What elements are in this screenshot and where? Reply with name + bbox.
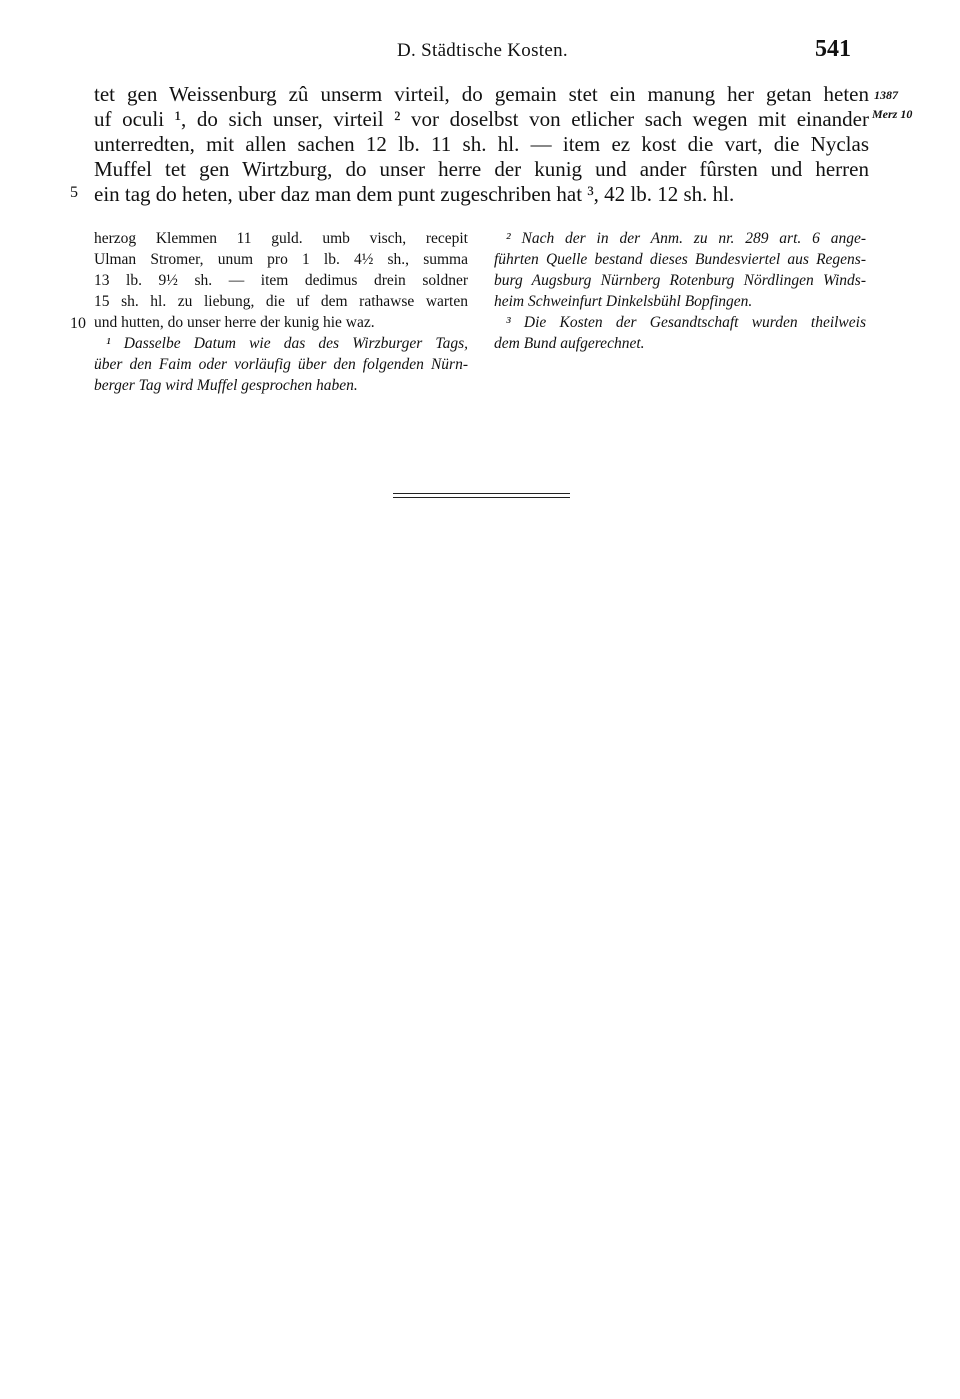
section-divider-rule — [393, 493, 570, 494]
left-column — [94, 228, 468, 396]
left-column-line: Ulman Stromer, unum pro 1 lb. 4½ sh., summa — [94, 251, 468, 268]
line-number-5: 5 — [70, 184, 78, 201]
main-text-line: uf oculi ¹, do sich unser, virteil ² vor doselbst von etlicher sach wegen mit einander — [94, 107, 869, 131]
footnote-3-line: ³ Die Kosten der Gesandtschaft wurden theilweis — [506, 314, 866, 331]
footnote-1-line: ¹ Dasselbe Datum wie das des Wirzburger Tags, — [106, 335, 468, 352]
main-text-line: tet gen Weissenburg zû unserm virteil, do gemain stet ein manung her getan heten — [94, 82, 869, 106]
section-divider-rule — [393, 497, 570, 498]
footnote-2-line: ² Nach der in der Anm. zu nr. 289 art. 6 ange- — [506, 230, 866, 247]
footnote-2-line: heim Schweinfurt Dinkelsbühl Bopfingen. — [494, 293, 753, 310]
left-column-line: und hutten, do unser herre der kunig hie waz. — [94, 314, 375, 331]
footnote-1-line: über den Faim oder vorläufig über den folgenden Nürn- — [94, 356, 468, 373]
right-column-footnotes — [494, 228, 866, 354]
main-text-line: unterredten, mit allen sachen 12 lb. 11 sh. hl. — item ez kost die vart, die Nyclas — [94, 132, 869, 156]
footnote-3-line: dem Bund aufgerechnet. — [494, 335, 645, 352]
left-column-line: 15 sh. hl. zu liebung, die uf dem rathawse warten — [94, 293, 468, 310]
footnote-1-line: berger Tag wird Muffel gesprochen haben. — [94, 377, 358, 394]
margin-note-year: 1387 — [874, 88, 898, 102]
left-column-line: herzog Klemmen 11 guld. umb visch, recepit — [94, 230, 468, 247]
footnote-2-line: burg Augsburg Nürnberg Rotenburg Nördlingen Winds- — [494, 272, 866, 289]
left-column-line: 13 lb. 9½ sh. — item dedimus drein soldner — [94, 272, 468, 289]
main-text-block — [94, 82, 869, 207]
line-number-10: 10 — [70, 315, 86, 332]
margin-note-date: Merz 10 — [872, 107, 913, 121]
page-number: 541 — [815, 36, 851, 62]
footnote-2-line: führten Quelle bestand dieses Bundesviertel aus Regens- — [494, 251, 866, 268]
main-text-line: Muffel tet gen Wirtzburg, do unser herre der kunig und ander fûrsten und herren — [94, 157, 869, 181]
main-text-line: ein tag do heten, uber daz man dem punt zugeschriben hat ³, 42 lb. 12 sh. hl. — [94, 182, 735, 206]
running-header-title: D. Städtische Kosten. — [397, 40, 568, 61]
